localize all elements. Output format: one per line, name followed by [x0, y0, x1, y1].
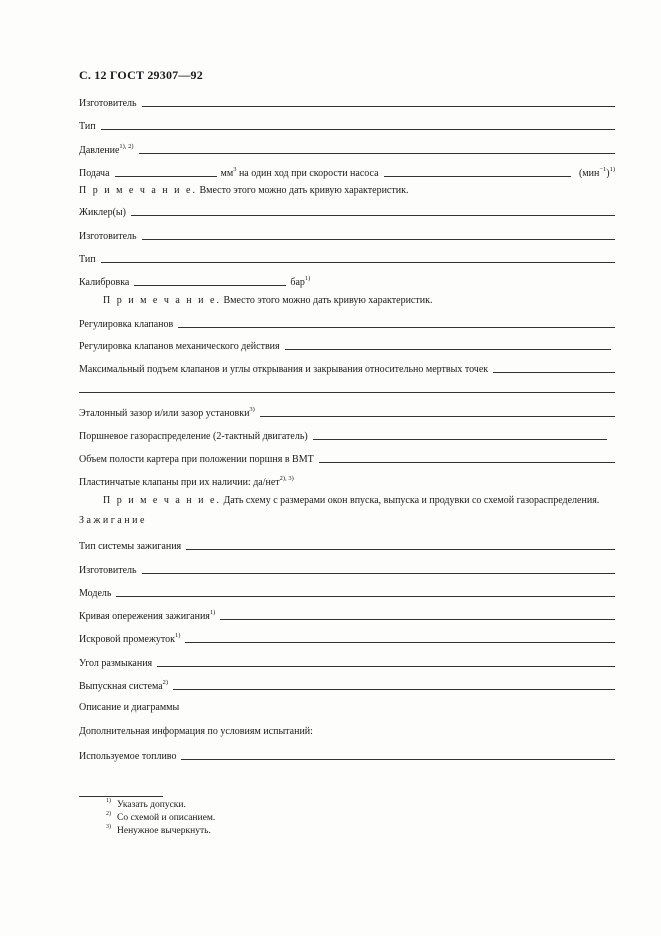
field-exhaust [79, 678, 615, 692]
label-valve-adjust: Регулировка клапанов [79, 319, 174, 330]
blank-line[interactable] [142, 239, 615, 240]
label-descriptions: Описание и диаграммы [79, 702, 180, 713]
label-type: Тип [79, 254, 96, 265]
blank-line[interactable] [157, 666, 615, 667]
field-manufacturer-3 [79, 562, 615, 576]
label-dwell-angle: Угол размыкания [79, 658, 153, 669]
field-manufacturer-1 [79, 95, 615, 109]
blank-line[interactable] [313, 439, 607, 440]
field-crankcase [79, 451, 615, 465]
blank-line[interactable] [139, 153, 615, 154]
blank-line[interactable] [285, 349, 611, 350]
blank-line[interactable] [185, 642, 615, 643]
blank-line[interactable] [116, 596, 615, 597]
field-advance-curve [79, 608, 615, 622]
label-crankcase: Объем полости картера при положении поршня в ВМТ [79, 454, 314, 465]
label-max-lift: Максимальный подъем клапанов и углы открывания и закрывания относительно мертвых точек [79, 364, 489, 375]
calibration-unit: бар$^{1)}$ [290, 275, 311, 288]
label-model: Модель [79, 588, 112, 599]
blank-line[interactable] [115, 176, 217, 177]
label-fuel: Используемое топливо [79, 751, 177, 762]
label-jets: Жиклер(ы) [79, 207, 126, 218]
blank-line[interactable] [260, 416, 615, 417]
blank-line-full[interactable] [79, 392, 615, 393]
page-header: С. 12 ГОСТ 29307—92 [79, 68, 203, 82]
label-test-conditions: Дополнительная информация по условиям испытаний: [79, 726, 313, 737]
blank-line[interactable] [101, 129, 615, 130]
blank-line[interactable] [134, 285, 286, 286]
blank-line[interactable] [319, 462, 615, 463]
note-curve-1: П р и м е ч а н и е. Вместо этого можно дать кривую характеристик. [79, 185, 409, 196]
supply-unit: $мм^3$ на один ход при скорости насоса [220, 166, 379, 179]
label-manufacturer: Изготовитель [79, 231, 137, 242]
footnote-separator [79, 796, 163, 797]
field-manufacturer-2 [79, 228, 615, 242]
blank-line[interactable] [101, 262, 615, 263]
label-supply: Подача [79, 168, 110, 179]
field-supply [79, 165, 615, 179]
blank-line[interactable] [384, 176, 571, 177]
field-valve-adjust-mech [79, 338, 615, 352]
field-piston-dist [79, 428, 615, 442]
field-type-1 [79, 118, 615, 132]
label-ign-system-type: Тип системы зажигания [79, 541, 182, 552]
field-max-lift [79, 361, 615, 375]
label-manufacturer: Изготовитель [79, 565, 137, 576]
blank-line[interactable] [493, 372, 615, 373]
field-fuel [79, 748, 615, 762]
field-type-2 [79, 251, 615, 265]
field-calibration [79, 274, 615, 288]
note-scheme: П р и м е ч а н и е. Дать схему с размерами окон впуска, выпуска и продувки со схемой газораспределения. [103, 495, 600, 506]
field-valve-adjust [79, 316, 615, 330]
label-pressure: Давление$^{1), 2)}$ [79, 143, 134, 156]
field-model [79, 585, 615, 599]
blank-line[interactable] [220, 619, 615, 620]
blank-line[interactable] [178, 327, 615, 328]
label-spark-gap: Искровой промежуток$^{1)}$ [79, 632, 181, 645]
note-curve-2: П р и м е ч а н и е. Вместо этого можно дать кривую характеристик. [103, 295, 433, 306]
field-ref-gap [79, 405, 615, 419]
footnote-1: $^{1)}$ Указать допуски. [106, 798, 186, 810]
label-valve-adjust-mech: Регулировка клапанов механического действия [79, 341, 280, 352]
footnote-2: $^{2)}$ Со схемой и описанием. [106, 811, 216, 823]
field-dwell-angle [79, 655, 615, 669]
label-piston-dist: Поршневое газораспределение (2-тактный двигатель) [79, 431, 308, 442]
blank-line[interactable] [131, 215, 615, 216]
label-exhaust: Выпускная система$^{2)}$ [79, 679, 169, 692]
blank-line[interactable] [186, 549, 615, 550]
blank-line[interactable] [142, 573, 615, 574]
field-jets [79, 204, 615, 218]
blank-line[interactable] [173, 689, 615, 690]
section-ignition: З а ж и г а н и е [79, 515, 145, 526]
label-calibration: Калибровка [79, 277, 130, 288]
field-spark-gap [79, 631, 615, 645]
field-ign-system-type [79, 538, 615, 552]
blank-line[interactable] [142, 106, 615, 107]
label-manufacturer: Изготовитель [79, 98, 137, 109]
footnote-3: $^{3)}$ Ненужное вычеркнуть. [106, 824, 211, 836]
field-reed-valves [79, 474, 615, 488]
blank-line[interactable] [181, 759, 615, 760]
label-type: Тип [79, 121, 96, 132]
label-advance-curve: Кривая опережения зажигания$^{1)}$ [79, 609, 216, 622]
field-pressure [79, 142, 615, 156]
label-ref-gap: Эталонный зазор и/или зазор установки$^{3)}$ [79, 406, 255, 419]
supply-rpm-unit: $(мин^{-1})^{1)}$ [578, 166, 615, 179]
label-reed-valves: Пластинчатые клапаны при их наличии: да/нет$^{2), 3)}$ [79, 475, 294, 488]
